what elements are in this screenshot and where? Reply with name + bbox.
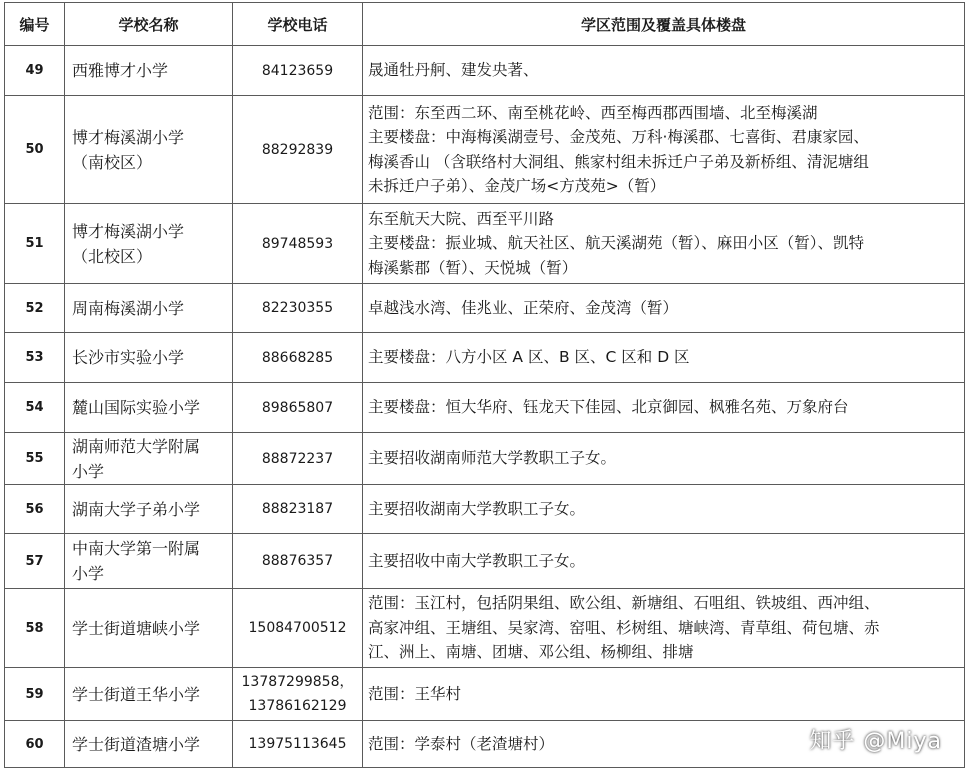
row-num: 55 xyxy=(5,433,65,485)
row-district: 范围：王华村 xyxy=(363,668,965,721)
row-district: 范围：学泰村（老渣塘村） xyxy=(363,721,965,768)
header-school-phone: 学校电话 xyxy=(233,3,363,46)
row-school-name: 长沙市实验小学 xyxy=(65,333,233,383)
table-row xyxy=(5,668,965,721)
row-phone: 88872237 xyxy=(233,433,363,485)
row-district: 范围：玉江村，包括阴果组、欧公组、新塘组、石咀组、铁坡组、西冲组、 高家冲组、王塘组、吴家湾、窑咀、杉树组、塘峡湾、青草组、荷包塘、赤 江、洲上、南塘、团塘、邓公组、杨柳组、排塘 xyxy=(363,589,965,668)
row-phone: 88876357 xyxy=(233,534,363,589)
table-row xyxy=(5,333,965,383)
table-row xyxy=(5,284,965,333)
row-district: 主要招收湖南师范大学教职工子女。 xyxy=(363,433,965,485)
table-row xyxy=(5,383,965,433)
zhihu-watermark: 知乎 @Miya xyxy=(809,729,942,754)
row-school-name: 湖南大学子弟小学 xyxy=(65,485,233,534)
row-phone: 82230355 xyxy=(233,284,363,333)
row-num: 59 xyxy=(5,668,65,721)
row-district: 主要楼盘：八方小区 A 区、B 区、C 区和 D 区 xyxy=(363,333,965,383)
row-district: 主要招收中南大学教职工子女。 xyxy=(363,534,965,589)
row-num: 53 xyxy=(5,333,65,383)
row-phone: 88668285 xyxy=(233,333,363,383)
table-row xyxy=(5,204,965,284)
row-school-name: 麓山国际实验小学 xyxy=(65,383,233,433)
table-row xyxy=(5,534,965,589)
row-num: 60 xyxy=(5,721,65,768)
row-phone: 88823187 xyxy=(233,485,363,534)
row-phone: 13975113645 xyxy=(233,721,363,768)
row-phone: 89748593 xyxy=(233,204,363,284)
school-district-table xyxy=(4,2,965,768)
row-district: 晟通牡丹舸、建发央著、 xyxy=(363,46,965,96)
row-district: 范围：东至西二环、南至桃花岭、西至梅西郡西围墙、北至梅溪湖 主要楼盘：中海梅溪湖壹号、金茂苑、万科·梅溪郡、七喜街、君康家园、 梅溪香山 （含联络村大洞组、熊家村组未拆迁户子弟及新桥组、清泥塘组 未拆迁户子弟）、金茂广场<方茂苑>（暂） xyxy=(363,96,965,204)
row-num: 52 xyxy=(5,284,65,333)
row-phone: 15084700512 xyxy=(233,589,363,668)
row-district: 东至航天大院、西至平川路 主要楼盘：振业城、航天社区、航天溪湖苑（暂）、麻田小区（暂）、凯特 梅溪紫郡（暂）、天悦城（暂） xyxy=(363,204,965,284)
row-phone: 13787299858， 13786162129 xyxy=(233,668,363,721)
row-phone: 88292839 xyxy=(233,96,363,204)
table-row xyxy=(5,589,965,668)
row-num: 57 xyxy=(5,534,65,589)
row-num: 50 xyxy=(5,96,65,204)
row-num: 58 xyxy=(5,589,65,668)
table-header-row xyxy=(5,3,965,46)
row-school-name: 学士街道塘峡小学 xyxy=(65,589,233,668)
row-school-name: 周南梅溪湖小学 xyxy=(65,284,233,333)
table-row xyxy=(5,485,965,534)
row-school-name: 学士街道王华小学 xyxy=(65,668,233,721)
row-num: 54 xyxy=(5,383,65,433)
header-district-range: 学区范围及覆盖具体楼盘 xyxy=(363,3,965,46)
row-phone: 89865807 xyxy=(233,383,363,433)
table-row xyxy=(5,433,965,485)
row-district: 主要楼盘：恒大华府、钰龙天下佳园、北京御园、枫雅名苑、万象府台 xyxy=(363,383,965,433)
table-row xyxy=(5,46,965,96)
row-school-name: 中南大学第一附属 小学 xyxy=(65,534,233,589)
row-school-name: 博才梅溪湖小学 （南校区） xyxy=(65,96,233,204)
row-num: 49 xyxy=(5,46,65,96)
row-num: 51 xyxy=(5,204,65,284)
row-num: 56 xyxy=(5,485,65,534)
row-school-name: 西雅博才小学 xyxy=(65,46,233,96)
row-phone: 84123659 xyxy=(233,46,363,96)
row-district: 主要招收湖南大学教职工子女。 xyxy=(363,485,965,534)
row-school-name: 博才梅溪湖小学 （北校区） xyxy=(65,204,233,284)
row-district: 卓越浅水湾、佳兆业、正荣府、金茂湾（暂） xyxy=(363,284,965,333)
row-school-name: 湖南师范大学附属 小学 xyxy=(65,433,233,485)
row-school-name: 学士街道渣塘小学 xyxy=(65,721,233,768)
header-num: 编号 xyxy=(5,3,65,46)
header-school-name: 学校名称 xyxy=(65,3,233,46)
table-row xyxy=(5,96,965,204)
